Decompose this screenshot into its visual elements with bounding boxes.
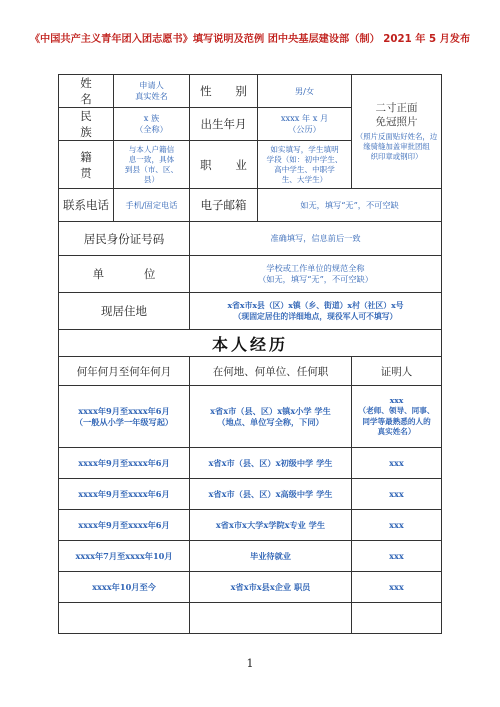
history-row — [59, 572, 442, 603]
history-detail[interactable]: x省x市（县、区）x高级中学 学生 — [208, 488, 333, 499]
ethnicity-label: 民 族 — [59, 108, 114, 141]
idnum-value[interactable]: 准确填写，信息前后一致 — [270, 233, 361, 243]
history-header-period: 何年何月至何年何月 — [59, 357, 190, 386]
history-detail[interactable]: 毕业待就业 — [250, 550, 291, 561]
history-period[interactable]: xxxx年9月至xxxx年6月 （一般从小学一年级写起） — [74, 405, 174, 427]
name-label: 姓 名 — [59, 75, 114, 108]
address-value[interactable]: x省x市x县（区）x镇（乡、街道）x村（社区）x号 （现固定居住的详细地点，现役军人可不填写） — [227, 301, 404, 321]
history-row — [59, 541, 442, 572]
history-detail[interactable]: x省x市x大学x学院x专业 学生 — [215, 519, 326, 530]
history-row — [59, 510, 442, 541]
history-witness[interactable]: xxx — [389, 581, 404, 592]
application-form-table — [58, 74, 442, 634]
history-period[interactable]: xxxx年9月至xxxx年6月 — [78, 457, 170, 468]
phone-value[interactable]: 手机/固定电话 — [125, 199, 178, 210]
history-header-witness: 证明人 — [352, 357, 442, 386]
photo-note: （照片反面贴好姓名，边 缘骑缝加盖审批团组 织印章或钢印） — [355, 132, 438, 161]
idnum-label: 居民身份证号码 — [59, 222, 190, 256]
history-period[interactable]: xxxx年9月至xxxx年6月 — [78, 519, 170, 530]
email-value[interactable]: 如无，填写“无”，不可空缺 — [300, 199, 399, 210]
origin-label: 籍 贯 — [59, 141, 114, 189]
history-section-title: 本人经历 — [59, 330, 442, 357]
phone-label: 联系电话 — [59, 189, 114, 222]
occupation-label: 职 业 — [190, 141, 258, 189]
gender-label: 性 别 — [190, 75, 258, 108]
history-header-detail: 在何地、何单位、任何职 — [190, 357, 352, 386]
birth-value[interactable]: xxxx 年 x 月 （公历） — [280, 113, 329, 134]
photo-title: 二寸正面 免冠照片 — [375, 102, 418, 128]
history-detail[interactable]: x省x市（县、区）x初级中学 学生 — [208, 457, 333, 468]
history-row — [59, 386, 442, 448]
history-row — [59, 603, 442, 634]
history-detail[interactable]: x省x市x县x企业 职员 — [230, 581, 311, 592]
history-witness[interactable]: xxx — [389, 488, 404, 499]
history-period[interactable]: xxxx年10月至今 — [92, 581, 156, 592]
ethnicity-value[interactable]: x 族 （全称） — [135, 113, 168, 134]
history-period[interactable]: xxxx年9月至xxxx年6月 — [78, 488, 170, 499]
history-witness[interactable]: xxx — [389, 550, 404, 561]
history-row — [59, 448, 442, 479]
page-number: 1 — [246, 657, 254, 670]
document-header: 《中国共产主义青年团入团志愿书》填写说明及范例 团中央基层建设部（制） 2021 年 5 月发布 — [29, 34, 471, 45]
occupation-value[interactable]: 如实填写，学生填明 学段（如：初中学生、 高中学生、中职学 生、大学生） — [266, 144, 343, 184]
address-label: 现居住地 — [59, 293, 190, 330]
name-value[interactable]: 申请人 真实姓名 — [135, 80, 168, 101]
birth-label: 出生年月 — [190, 108, 258, 141]
history-period[interactable]: xxxx年7月至xxxx年10月 — [75, 550, 173, 561]
history-witness[interactable]: xxx — [389, 519, 404, 530]
origin-value[interactable]: 与本人户籍信 息一致，具体 到县（市、区、 县） — [124, 144, 179, 184]
history-witness[interactable]: xxx — [389, 457, 404, 468]
history-detail[interactable]: x省x市（县、区）x镇x小学 学生 （地点、单位写全称，下同） — [210, 405, 331, 427]
gender-value[interactable]: 男/女 — [294, 85, 315, 96]
unit-value[interactable]: 学校或工作单位的规范全称 （如无，填写“无”，不可空缺） — [258, 263, 373, 284]
history-witness[interactable]: xxx （老师、领导、同事、 同学等最熟悉的人的 真实姓名） — [358, 395, 435, 436]
email-label: 电子邮箱 — [190, 189, 258, 222]
unit-label: 单 位 — [59, 256, 190, 293]
history-row — [59, 479, 442, 510]
photo-box — [352, 75, 442, 189]
